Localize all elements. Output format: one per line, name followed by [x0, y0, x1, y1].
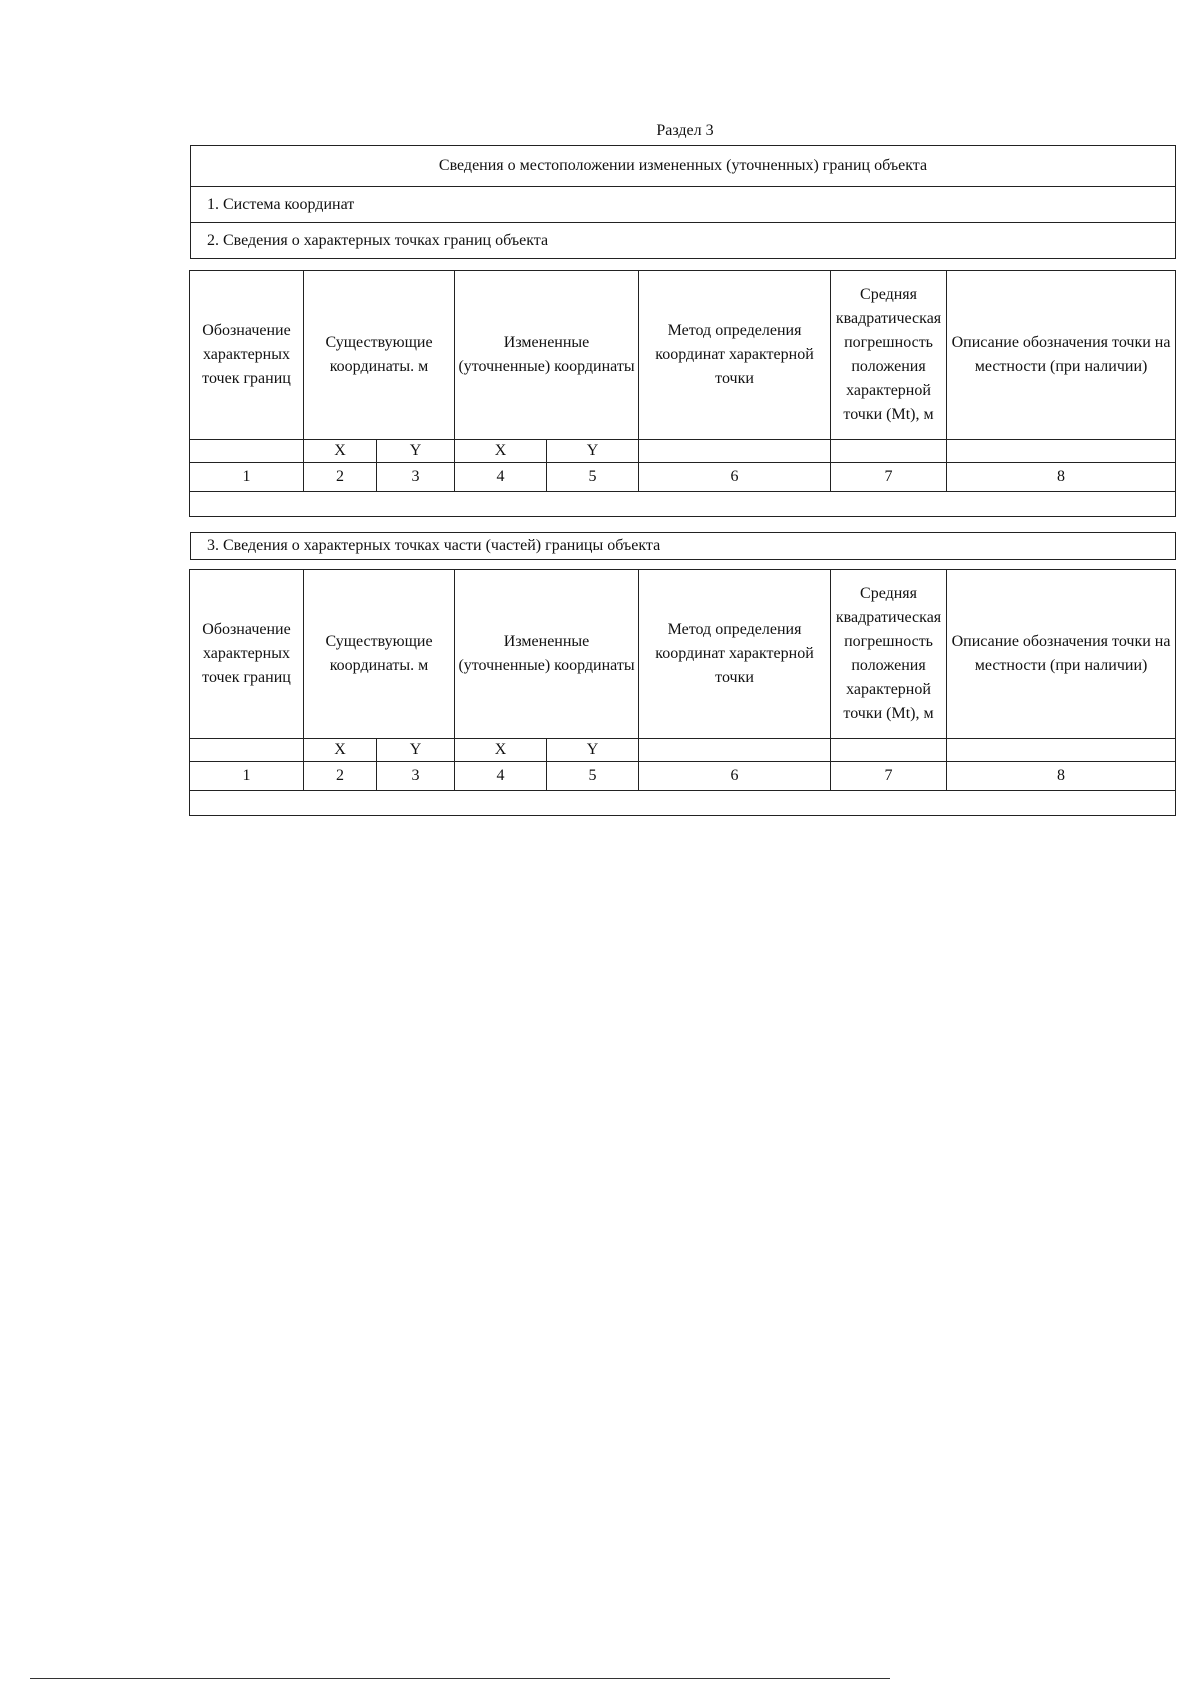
header-existing-coords: Существующие координаты. м: [304, 271, 455, 440]
y-label: Y: [377, 440, 455, 463]
xy-cell: [947, 440, 1176, 463]
header-changed-coords: Измененные (уточненные) координаты: [455, 570, 639, 739]
xy-cell: [190, 739, 304, 762]
xy-cell: [190, 440, 304, 463]
info-heading: Сведения о местоположении измененных (уточненных) границ объекта: [438, 157, 928, 174]
header-description: Описание обозначения точки на местности (при наличии): [947, 271, 1176, 440]
column-number: 3: [377, 463, 455, 492]
coord-system-row: 1. Система координат: [191, 186, 1175, 222]
part-heading-box: 3. Сведения о характерных точках части (частей) границы объекта: [190, 532, 1176, 560]
column-number: 7: [831, 463, 947, 492]
empty-row: [190, 791, 1176, 816]
column-number: 6: [639, 762, 831, 791]
header-existing-coords: Существующие координаты. м: [304, 570, 455, 739]
column-number: 4: [455, 762, 547, 791]
header-point-designation: Обозначение характерных точек границ: [190, 570, 304, 739]
x-label: X: [455, 739, 547, 762]
header-description: Описание обозначения точки на местности (при наличии): [947, 570, 1176, 739]
column-number: 8: [947, 762, 1176, 791]
boundary-points-table: [189, 270, 1176, 517]
xy-cell: [639, 440, 831, 463]
column-number: 2: [304, 463, 377, 492]
y-label: Y: [547, 440, 639, 463]
xy-cell: [639, 739, 831, 762]
header-changed-coords: Измененные (уточненные) координаты: [455, 271, 639, 440]
x-label: X: [304, 440, 377, 463]
column-number: 5: [547, 463, 639, 492]
xy-cell: [831, 739, 947, 762]
footer-line: [30, 1678, 890, 1679]
empty-row: [190, 492, 1176, 517]
column-number: 6: [639, 463, 831, 492]
x-label: X: [304, 739, 377, 762]
xy-cell: [947, 739, 1176, 762]
header-error: Средняя квадратическая погрешность положения характерной точки (Mt), м: [831, 271, 947, 440]
xy-cell: [831, 440, 947, 463]
column-number: 7: [831, 762, 947, 791]
column-number: 3: [377, 762, 455, 791]
y-label: Y: [377, 739, 455, 762]
x-label: X: [455, 440, 547, 463]
column-number: 8: [947, 463, 1176, 492]
column-number: 1: [190, 463, 304, 492]
column-number: 5: [547, 762, 639, 791]
y-label: Y: [547, 739, 639, 762]
header-method: Метод определения координат характерной точки: [639, 271, 831, 440]
column-number: 1: [190, 762, 304, 791]
section-title: Раздел 3: [656, 122, 714, 139]
column-number: 2: [304, 762, 377, 791]
info-box: [190, 145, 1176, 259]
header-error: Средняя квадратическая погрешность положения характерной точки (Mt), м: [831, 570, 947, 739]
header-method: Метод определения координат характерной точки: [639, 570, 831, 739]
column-number: 4: [455, 463, 547, 492]
header-point-designation: Обозначение характерных точек границ: [190, 271, 304, 440]
part-points-table: [189, 569, 1176, 816]
points-heading-row: 2. Сведения о характерных точках границ объекта: [191, 222, 1175, 258]
